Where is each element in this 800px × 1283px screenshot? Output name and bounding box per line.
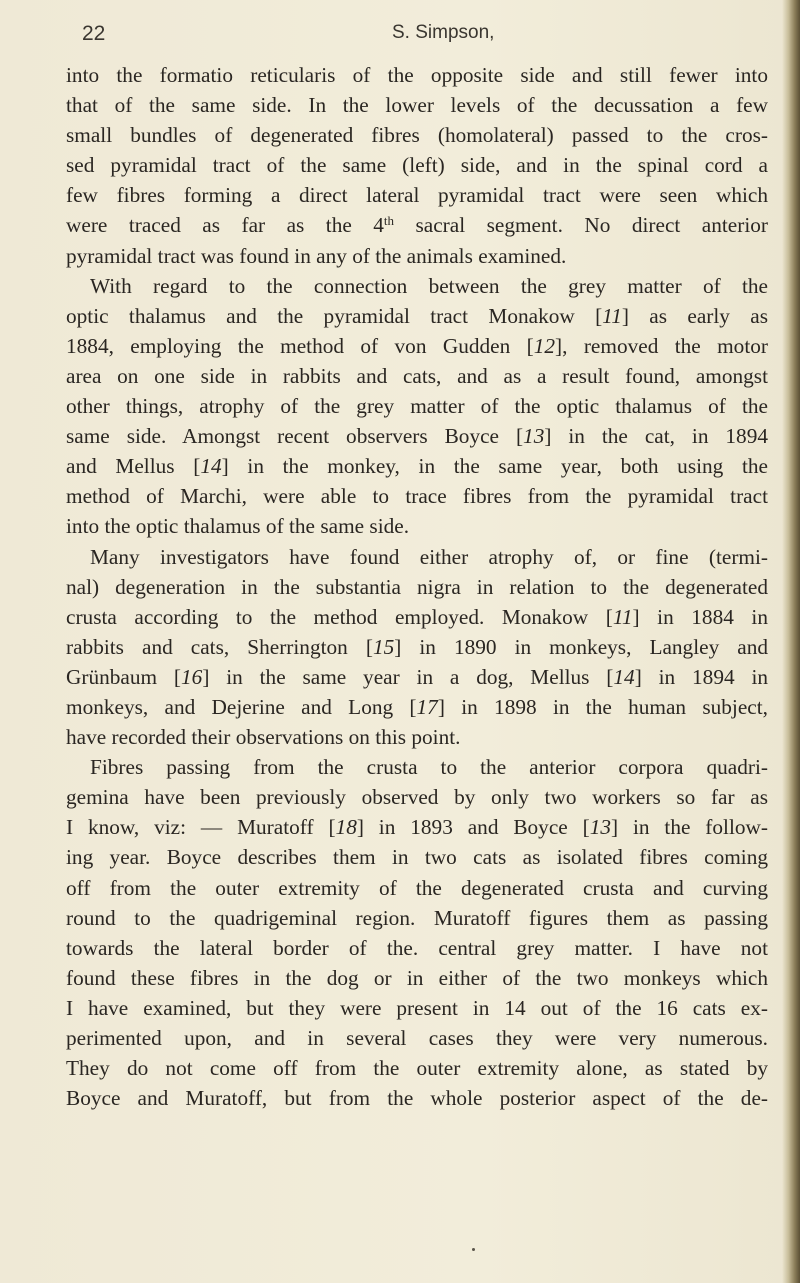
page-edge-shadow (782, 0, 800, 1283)
text-line: sed pyramidal tract of the same (left) side, and in the spinal cord a (66, 153, 768, 178)
text-line: have recorded their observations on this point. (66, 725, 461, 750)
superscript: th (383, 213, 395, 229)
text-line: Many investigators have found either atrophy of, or fine (termi- (90, 544, 768, 569)
text-line: were traced as far as the 4th sacral segment. No direct anterior (66, 213, 768, 238)
text-line: that of the same side. In the lower levels of the decussation a few (66, 93, 768, 118)
citation: 16 (181, 664, 203, 689)
text-line: optic thalamus and the pyramidal tract Monakow [11] as early as (66, 303, 769, 328)
text-line: method of Marchi, were able to trace fibres from the pyramidal tract (66, 484, 768, 509)
citation: 14 (200, 454, 222, 479)
running-head: S. Simpson, (392, 22, 495, 43)
text-line: Fibres passing from the crusta to the anterior corpora quadri- (90, 755, 768, 780)
body-text (66, 60, 768, 1113)
text-line: found these fibres in the dog or in either of the two monkeys which (66, 965, 768, 990)
text-line: other things, atrophy of the grey matter of the optic thalamus of the (66, 394, 768, 419)
citation: 11 (602, 303, 622, 328)
text-line: crusta according to the method employed. Monakow [11] in 1884 in (66, 604, 768, 629)
citation: 12 (533, 333, 556, 358)
text-line: few fibres forming a direct lateral pyramidal tract were seen which (66, 183, 768, 208)
text-line: perimented upon, and in several cases they were very numerous. (66, 1026, 768, 1050)
text-line: monkeys, and Dejerine and Long [17] in 1898 in the human subject, (66, 694, 768, 719)
text-line: Boyce and Muratoff, but from the whole posterior aspect of the de- (66, 1086, 768, 1111)
citation: 11 (612, 604, 633, 629)
text-line: nal) degeneration in the substantia nigra in relation to the degenerated (66, 574, 768, 599)
text-line: pyramidal tract was found in any of the animals examined. (66, 243, 567, 268)
citation: 13 (523, 424, 545, 449)
text-line: I know, viz: — Muratoff [18] in 1893 and Boyce [13] in the follow- (66, 815, 769, 840)
citation: 15 (372, 634, 395, 659)
text-line: into the optic thalamus of the same side. (66, 514, 410, 539)
text-line: area on one side in rabbits and cats, and as a result found, amongst (66, 363, 768, 388)
text-line: small bundles of degenerated fibres (homolateral) passed to the cros- (66, 123, 768, 148)
citation: 18 (335, 815, 357, 840)
text-line: With regard to the connection between the grey matter of the (90, 273, 768, 298)
citation: 17 (416, 694, 438, 719)
text-line: off from the outer extremity of the degenerated crusta and curving (66, 875, 768, 900)
text-line: into the formatio reticularis of the opposite side and still fewer into (66, 63, 768, 87)
text-line: rabbits and cats, Sherrington [15] in 1890 in monkeys, Langley and (66, 634, 769, 659)
page-number: 22 (82, 22, 106, 45)
text-line: and Mellus [14] in the monkey, in the same year, both using the (66, 454, 768, 479)
text-line: round to the quadrigeminal region. Muratoff figures them as passing (66, 905, 768, 930)
text-line: Grünbaum [16] in the same year in a dog, Mellus [14] in 1894 in (66, 664, 769, 689)
text-line: gemina have been previously observed by only two workers so far as (66, 785, 768, 810)
citation: 14 (613, 664, 635, 689)
text-line: I have examined, but they were present in 14 out of the 16 cats ex- (66, 995, 768, 1020)
text-line: They do not come off from the outer extremity alone, as stated by (66, 1056, 768, 1081)
text-line: towards the lateral border of the. central grey matter. I have not (66, 935, 768, 960)
print-speck (472, 1248, 475, 1251)
text-line: ing year. Boyce describes them in two cats as isolated fibres coming (66, 845, 768, 870)
text-line: same side. Amongst recent observers Boyce [13] in the cat, in 1894 (66, 424, 768, 449)
text-line: 1884, employing the method of von Gudden [12], removed the motor (66, 333, 768, 358)
citation: 13 (589, 815, 612, 840)
page-header (82, 22, 712, 52)
